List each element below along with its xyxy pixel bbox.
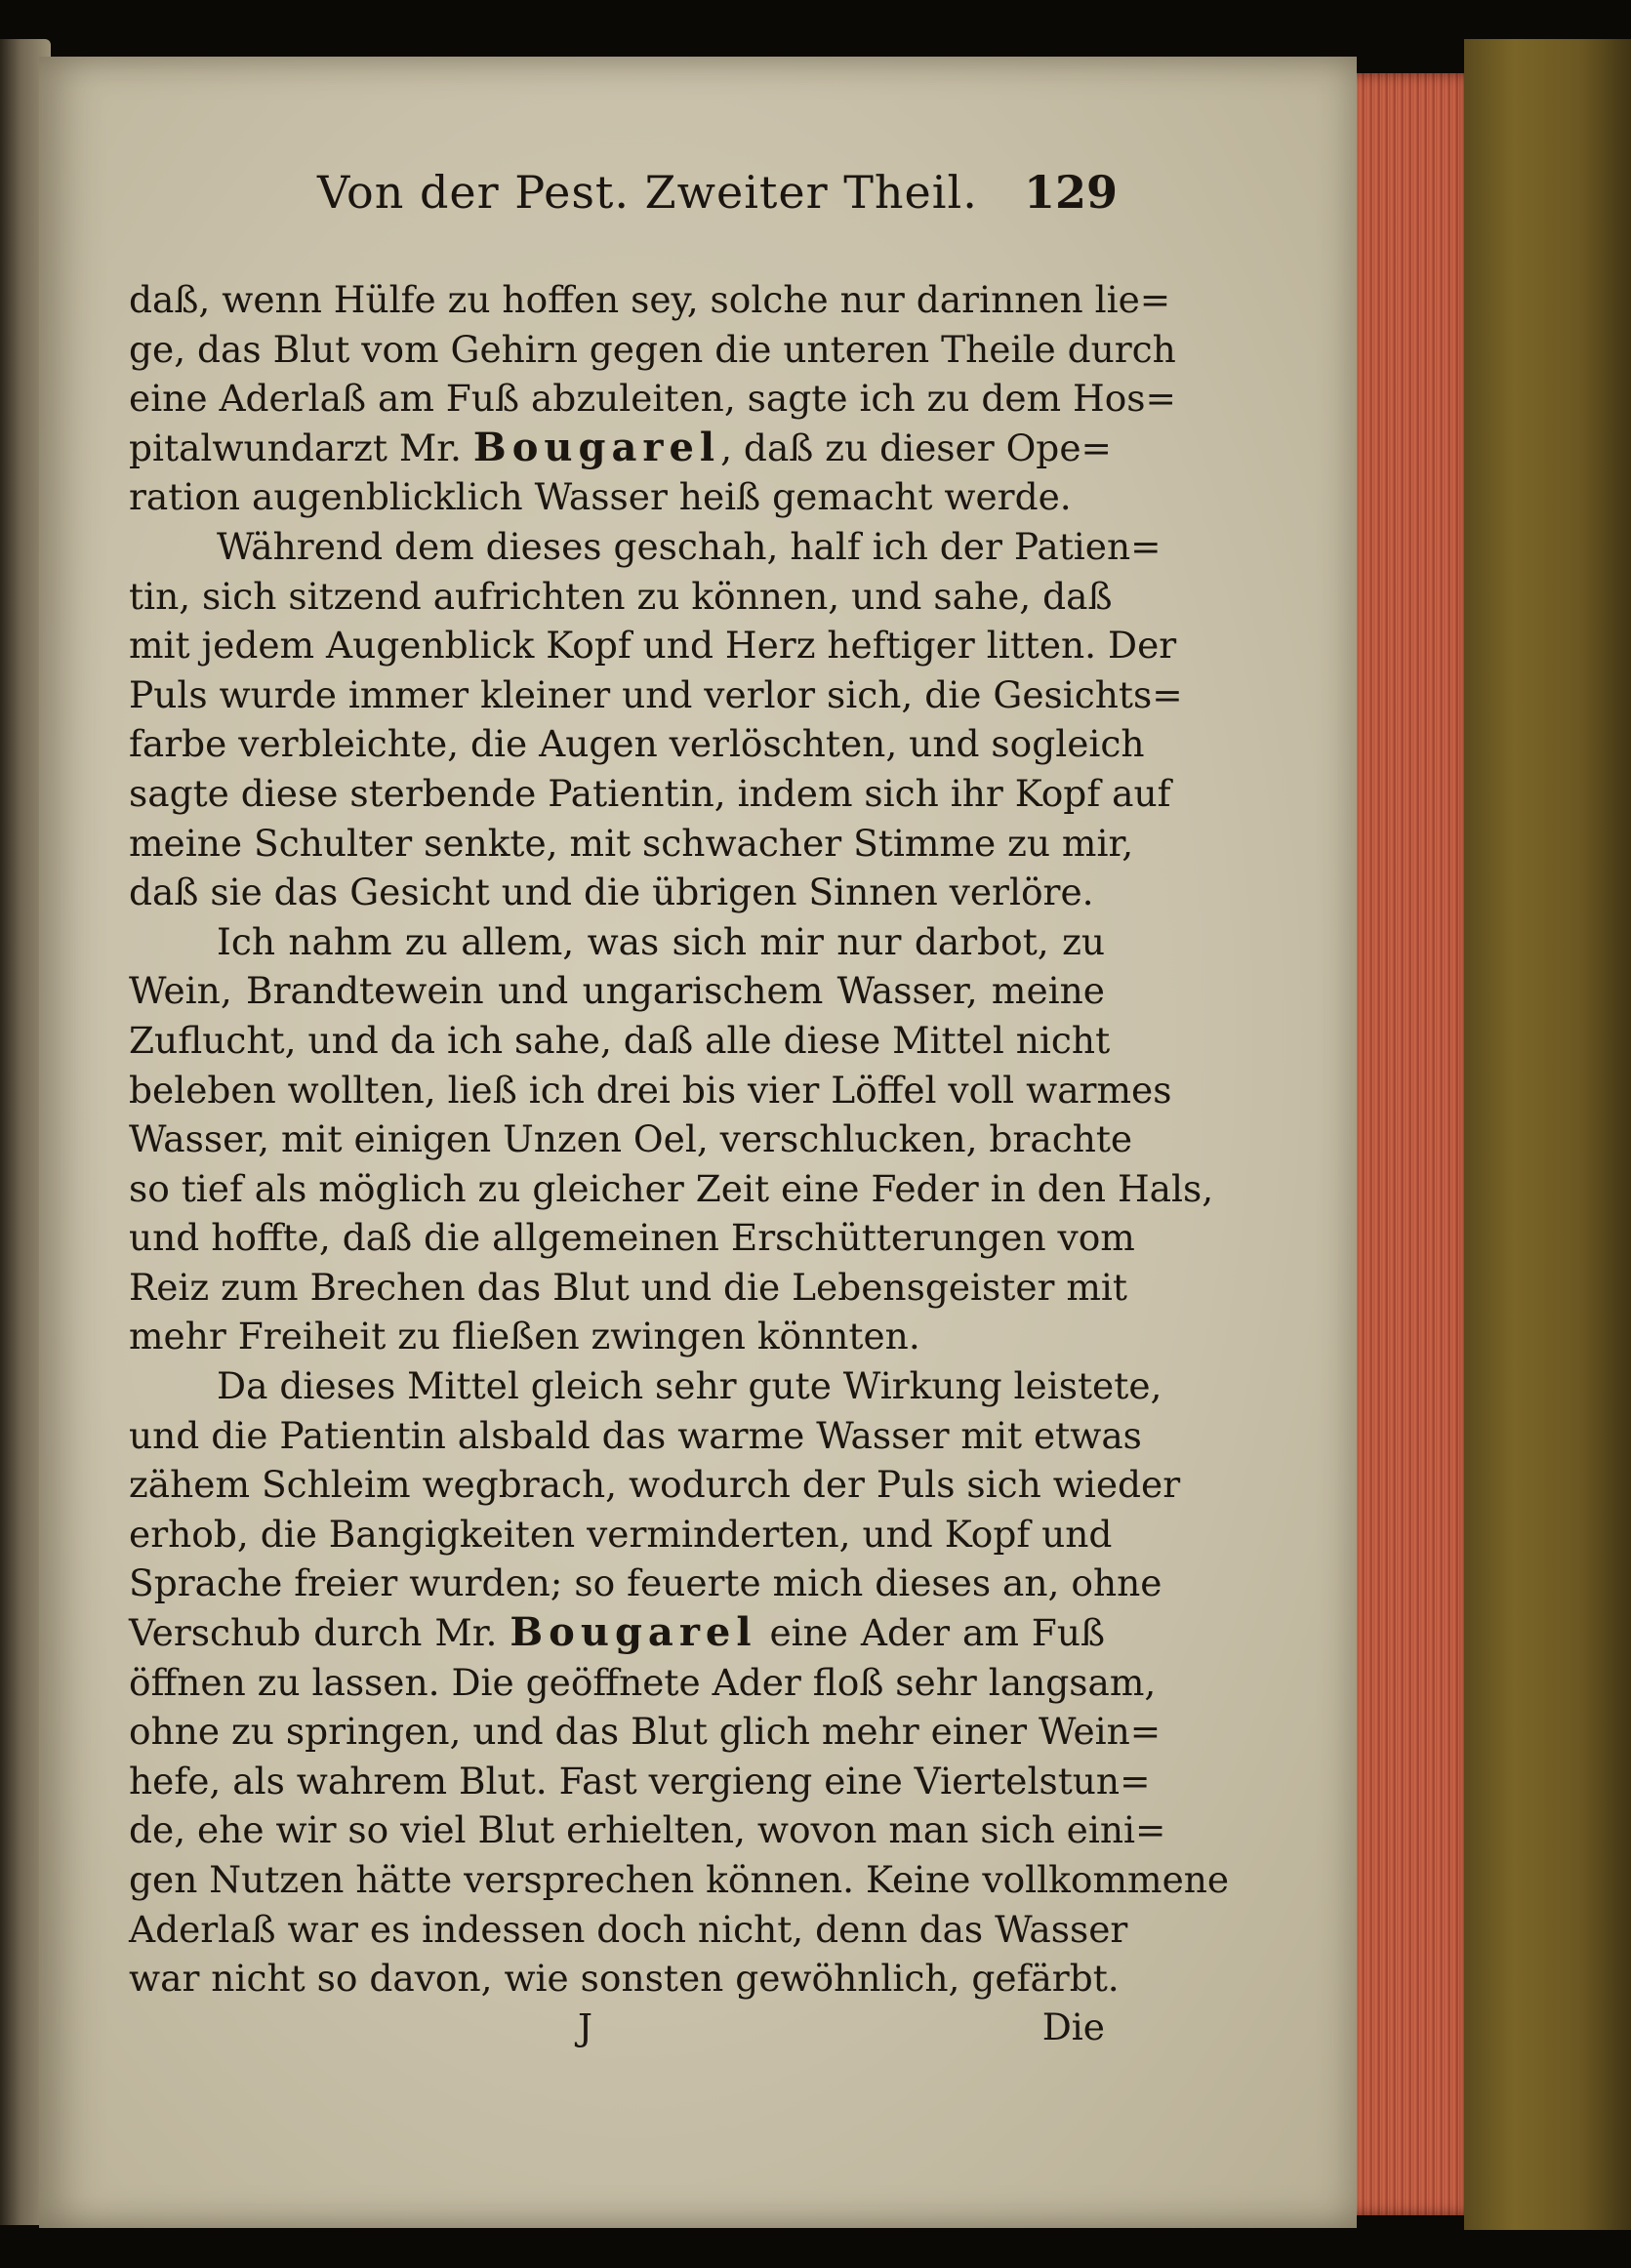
text-line: ration augenblicklich Wasser heiß gemacht werde. (129, 475, 1072, 519)
text-line: meine Schulter senkte, mit schwacher Stimme zu mir, (129, 821, 1134, 865)
text-line: beleben wollten, ließ ich drei bis vier Löffel voll warmes (129, 1068, 1172, 1112)
text-line (129, 424, 1112, 473)
text-line: zähem Schleim wegbrach, wodurch der Puls sich wieder (129, 1463, 1181, 1507)
text-line: ge, das Blut vom Gehirn gegen die unteren Theile durch (129, 327, 1176, 371)
text-segment: Verschub durch Mr. (129, 1611, 498, 1655)
text-segment: pitalwundarzt Mr. (129, 425, 462, 469)
text-segment: , daß zu dieser Ope= (720, 425, 1112, 469)
text-line: Ich nahm zu allem, was sich mir nur darbot, zu (217, 919, 1105, 963)
running-title: Von der Pest. Zweiter Theil. (317, 166, 978, 219)
book-cover (1464, 39, 1631, 2230)
page-number: 129 (1023, 166, 1118, 219)
text-line: farbe verbleichte, die Augen verlöschten, und sogleich (129, 722, 1145, 766)
text-line: Aderlaß war es indessen doch nicht, denn das Wasser (129, 1907, 1128, 1951)
text-line: Sprache freier wurden; so feuerte mich dieses an, ohne (129, 1561, 1162, 1605)
text-line: war nicht so davon, wie sonsten gewöhnlich, gefärbt. (129, 1957, 1120, 2001)
text-line: Während dem dieses geschah, half ich der Patien= (217, 524, 1162, 568)
text-line (129, 1608, 1105, 1658)
text-line: Wein, Brandtewein und ungarischem Wasser, meine (129, 969, 1105, 1013)
text-line: daß sie das Gesicht und die übrigen Sinnen verlöre. (129, 871, 1094, 914)
name-bougarel: Bougarel (510, 1609, 757, 1656)
text-line: Puls wurde immer kleiner und verlor sich, die Gesichts= (129, 672, 1183, 716)
text-line: und hoffte, daß die allgemeinen Erschütterungen vom (129, 1216, 1135, 1260)
page-block-edges (1342, 73, 1469, 2215)
signature-mark: J (578, 2005, 593, 2048)
catchword: Die (1041, 2005, 1105, 2048)
text-line: mit jedem Augenblick Kopf und Herz heftiger litten. Der (129, 624, 1177, 668)
text-line: tin, sich sitzend aufrichten zu können, und sahe, daß (129, 574, 1113, 618)
text-line: eine Aderlaß am Fuß abzuleiten, sagte ich zu dem Hos= (129, 377, 1176, 421)
text-line: und die Patientin alsbald das warme Wasser mit etwas (129, 1413, 1142, 1457)
text-line: Da dieses Mittel gleich sehr gute Wirkung leistete, (217, 1364, 1162, 1408)
text-line: Reiz zum Brechen das Blut und die Lebensgeister mit (129, 1265, 1127, 1309)
text-line: de, ehe wir so viel Blut erhielten, wovon man sich eini= (129, 1808, 1166, 1852)
text-line: erhob, die Bangigkeiten verminderten, und Kopf und (129, 1512, 1113, 1556)
page-header (317, 166, 1118, 234)
body-text (129, 275, 1230, 2004)
text-line: so tief als möglich zu gleicher Zeit eine Feder in den Hals, (129, 1166, 1214, 1210)
name-bougarel: Bougarel (472, 424, 721, 470)
text-line: Zuflucht, und da ich sahe, daß alle diese Mittel nicht (129, 1018, 1111, 1062)
text-segment: eine Ader am Fuß (769, 1611, 1106, 1655)
text-line: daß, wenn Hülfe zu hoffen sey, solche nur darinnen lie= (129, 278, 1171, 321)
text-line: hefe, als wahrem Blut. Fast vergieng eine Viertelstun= (129, 1759, 1151, 1802)
text-line: sagte diese sterbende Patientin, indem sich ihr Kopf auf (129, 771, 1171, 815)
text-line: ohne zu springen, und das Blut glich mehr einer Wein= (129, 1710, 1162, 1754)
text-line: gen Nutzen hätte versprechen können. Keine vollkommene (129, 1858, 1230, 1901)
text-line: öffnen zu lassen. Die geöffnete Ader floß sehr langsam, (129, 1660, 1157, 1704)
text-line: Wasser, mit einigen Unzen Oel, verschlucken, brachte (129, 1117, 1133, 1161)
page-footer (129, 2005, 1105, 2054)
text-line: mehr Freiheit zu fließen zwingen könnten. (129, 1315, 920, 1358)
